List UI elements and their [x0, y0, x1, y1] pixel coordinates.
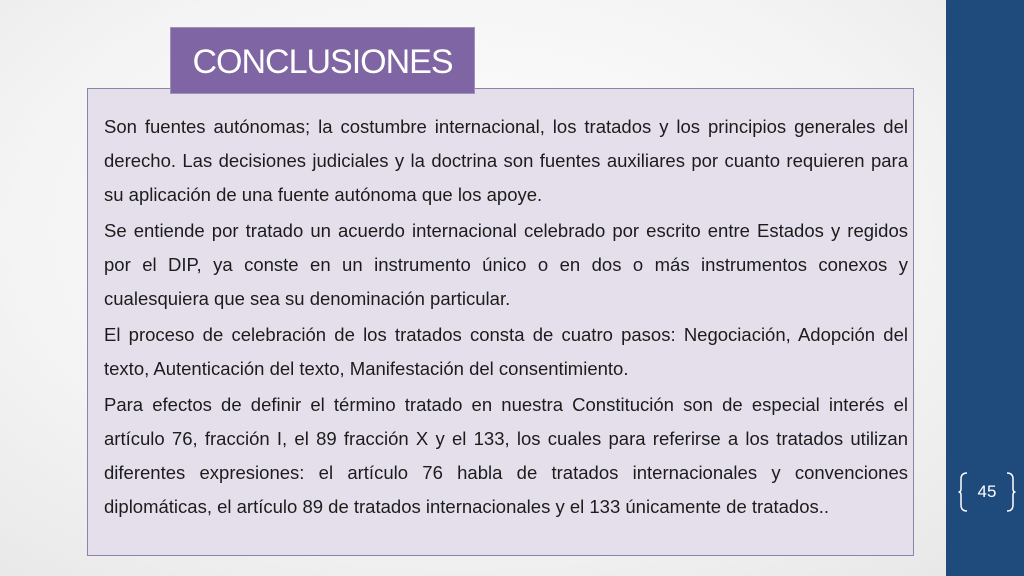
- body-text: [104, 110, 908, 526]
- paragraph-fuentes: Son fuentes autónomas; la costumbre internacional, los tratados y los principios generales del derecho. Las decisiones judiciales y la doctrina son fuentes auxiliares por cuanto requieren para su aplicación de una fuente autónoma que los apoye.: [104, 116, 908, 205]
- slide-title: CONCLUSIONES: [192, 43, 453, 81]
- title-box: [170, 27, 475, 94]
- paragraph-definicion-tratado: Se entiende por tratado un acuerdo internacional celebrado por escrito entre Estados y regidos por el DIP, ya conste en un instrumento único o en dos o más instrumentos conexos y cualesquiera que sea su denominación particular.: [104, 220, 908, 309]
- paragraph-constitucion: Para efectos de definir el término tratado en nuestra Constitución son de especial interés el artículo 76, fracción I, el 89 fracción X y el 133, los cuales para referirse a los tratados utilizan diferentes expresiones: el artículo 76 habla de tratados internacionales y convenciones diplomáticas, el artículo 89 de tratados internacionales y el 133 únicamente de tratados..: [104, 394, 908, 517]
- page-number-badge: [958, 470, 1016, 514]
- paragraph-proceso-celebracion: El proceso de celebración de los tratados consta de cuatro pasos: Negociación, Adopción del texto, Autenticación del texto, Manifestación del consentimiento.: [104, 324, 908, 379]
- page-number: 45: [977, 482, 997, 501]
